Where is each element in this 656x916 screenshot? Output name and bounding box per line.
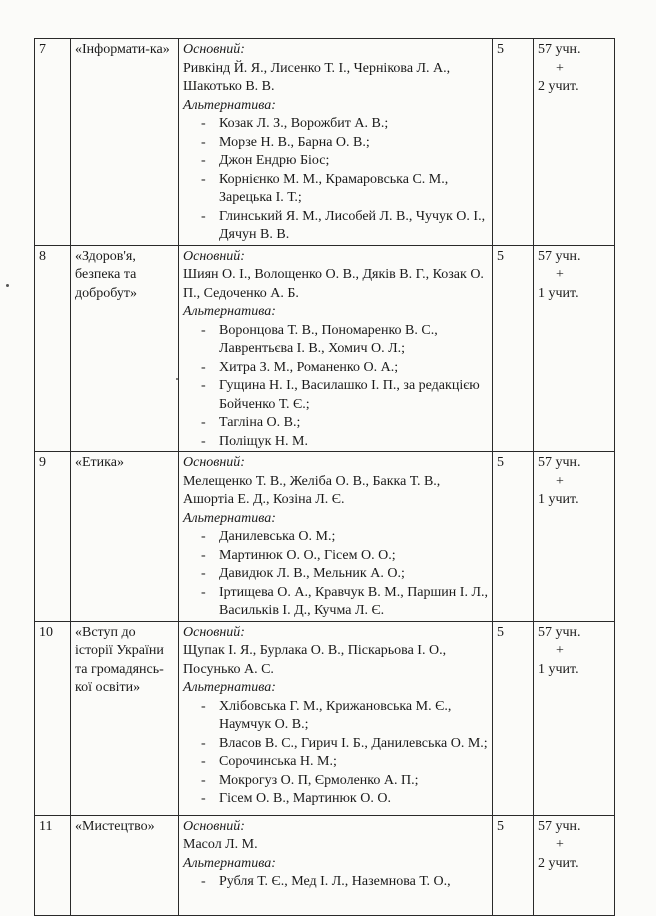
textbook-cell [179, 452, 493, 622]
subject-name: «Здоров'я, безпека та добробут» [71, 245, 179, 452]
quantity-cell [534, 39, 615, 246]
row-number: 7 [35, 39, 71, 246]
alternative-item: - Сорочинська Н. М.; [183, 753, 489, 772]
main-label: Основний: [183, 42, 245, 57]
main-authors: Шиян О. І., Волощенко О. В., Дяків В. Г., Козак О. П., Седоченко А. Б. [183, 267, 484, 301]
alternative-item: - Джон Ендрю Біос; [183, 152, 489, 171]
row-number: 9 [35, 452, 71, 622]
alternative-item: - Іртищева О. А., Кравчук В. М., Паршин І. Л., Васильків І. Д., Кучма Л. Є. [183, 584, 489, 621]
alternatives-list [183, 698, 489, 809]
alternative-item: - Мартинюк О. О., Гісем О. О.; [183, 547, 489, 566]
teachers-count: 2 учит. [538, 79, 579, 94]
alternative-item: - Корнієнко М. М., Крамаровська С. М., Зарецька І. Т.; [183, 171, 489, 208]
alternative-item: - Козак Л. З., Ворожбит А. В.; [183, 115, 489, 134]
class-number: 5 [493, 452, 534, 622]
plus-sign: + [556, 267, 564, 282]
class-number: 5 [493, 39, 534, 246]
main-label: Основний: [183, 818, 245, 834]
alternative-item: - Тагліна О. В.; [183, 414, 489, 433]
table-body [35, 39, 615, 916]
main-authors: Щупак І. Я., Бурлака О. В., Піскарьова І. О., Посунько А. С. [183, 643, 447, 677]
alternative-item: - Гісем О. В., Мартинюк О. О. [183, 790, 489, 809]
alternative-item: - Глинський Я. М., Лисобей Л. В., Чучук О. І., Дячун В. В. [183, 208, 489, 245]
table-row [35, 39, 615, 246]
teachers-count: 1 учит. [538, 492, 579, 507]
main-authors: Масол Л. М. [183, 837, 258, 852]
table-row [35, 245, 615, 452]
class-number: 5 [493, 621, 534, 815]
quantity-cell [534, 452, 615, 622]
table-row [35, 452, 615, 622]
row-number: 8 [35, 245, 71, 452]
textbook-cell [179, 39, 493, 246]
alternative-item: - Хлібовська Г. М., Крижановська М. Є., Наумчук О. В.; [183, 698, 489, 735]
class-number: 5 [493, 815, 534, 915]
alternatives-list [183, 528, 489, 621]
students-count: 57 учн. [538, 624, 581, 640]
main-authors: Ривкінд Й. Я., Лисенко Т. І., Чернікова Л. А., Шакотько В. В. [183, 60, 451, 94]
scan-speck [6, 284, 9, 287]
subject-name: «Інформати-ка» [71, 39, 179, 246]
table-row [35, 621, 615, 815]
textbook-cell [179, 245, 493, 452]
subject-name: «Етика» [71, 452, 179, 622]
alternative-item: - Гущина Н. І., Василашко І. П., за редакцією Бойченко Т. Є.; [183, 377, 489, 414]
scan-speck [176, 378, 178, 380]
alternative-item: - Власов В. С., Гирич І. Б., Данилевська О. М.; [183, 735, 489, 754]
students-count: 57 учн. [538, 818, 581, 834]
row-number: 11 [35, 815, 71, 915]
plus-sign: + [556, 837, 564, 852]
alternative-item: - Морзе Н. В., Барна О. В.; [183, 134, 489, 153]
alternative-item: - Давидюк Л. В., Мельник А. О.; [183, 565, 489, 584]
alternative-item: - Мокрогуз О. П, Єрмоленко А. П.; [183, 772, 489, 791]
plus-sign: + [556, 473, 564, 489]
students-count: 57 учн. [538, 455, 581, 470]
alternatives-list [183, 873, 489, 892]
alternative-item: - Рубля Т. Є., Мед І. Л., Наземнова Т. О., [183, 873, 489, 892]
main-authors: Мелещенко Т. В., Желіба О. В., Бакка Т. В., Ашортіа Е. Д., Козіна Л. Є. [183, 473, 441, 507]
scan-watermark [646, 890, 648, 896]
alternative-label: Альтернатива: [183, 855, 276, 871]
alternative-item: - Данилевська О. М.; [183, 528, 489, 547]
subject-name: «Мистецтво» [71, 815, 179, 915]
alternative-label: Альтернатива: [183, 97, 276, 113]
main-label: Основний: [183, 248, 245, 264]
alternative-label: Альтернатива: [183, 510, 276, 526]
alternative-item: - Хитра З. М., Романенко О. А.; [183, 359, 489, 378]
main-label: Основний: [183, 455, 245, 470]
alternatives-list [183, 322, 489, 452]
students-count: 57 учн. [538, 42, 581, 57]
alternative-label: Альтернатива: [183, 304, 276, 319]
teachers-count: 1 учит. [538, 285, 579, 301]
quantity-cell [534, 815, 615, 915]
subject-name: «Вступ до історії України та громадянсь-кої освіти» [71, 621, 179, 815]
alternative-label: Альтернатива: [183, 680, 276, 695]
row-number: 10 [35, 621, 71, 815]
textbook-cell [179, 621, 493, 815]
textbook-table [34, 38, 615, 916]
alternative-item: - Поліщук Н. М. [183, 433, 489, 452]
teachers-count: 1 учит. [538, 661, 579, 677]
class-number: 5 [493, 245, 534, 452]
students-count: 57 учн. [538, 248, 581, 264]
teachers-count: 2 учит. [538, 855, 579, 871]
quantity-cell [534, 245, 615, 452]
quantity-cell [534, 621, 615, 815]
table-row [35, 815, 615, 915]
textbook-cell [179, 815, 493, 915]
alternative-item: - Воронцова Т. В., Пономаренко В. С., Лаврентьєва І. В., Хомич О. Л.; [183, 322, 489, 359]
plus-sign: + [556, 643, 564, 658]
main-label: Основний: [183, 624, 245, 640]
alternatives-list [183, 115, 489, 245]
plus-sign: + [556, 60, 564, 76]
